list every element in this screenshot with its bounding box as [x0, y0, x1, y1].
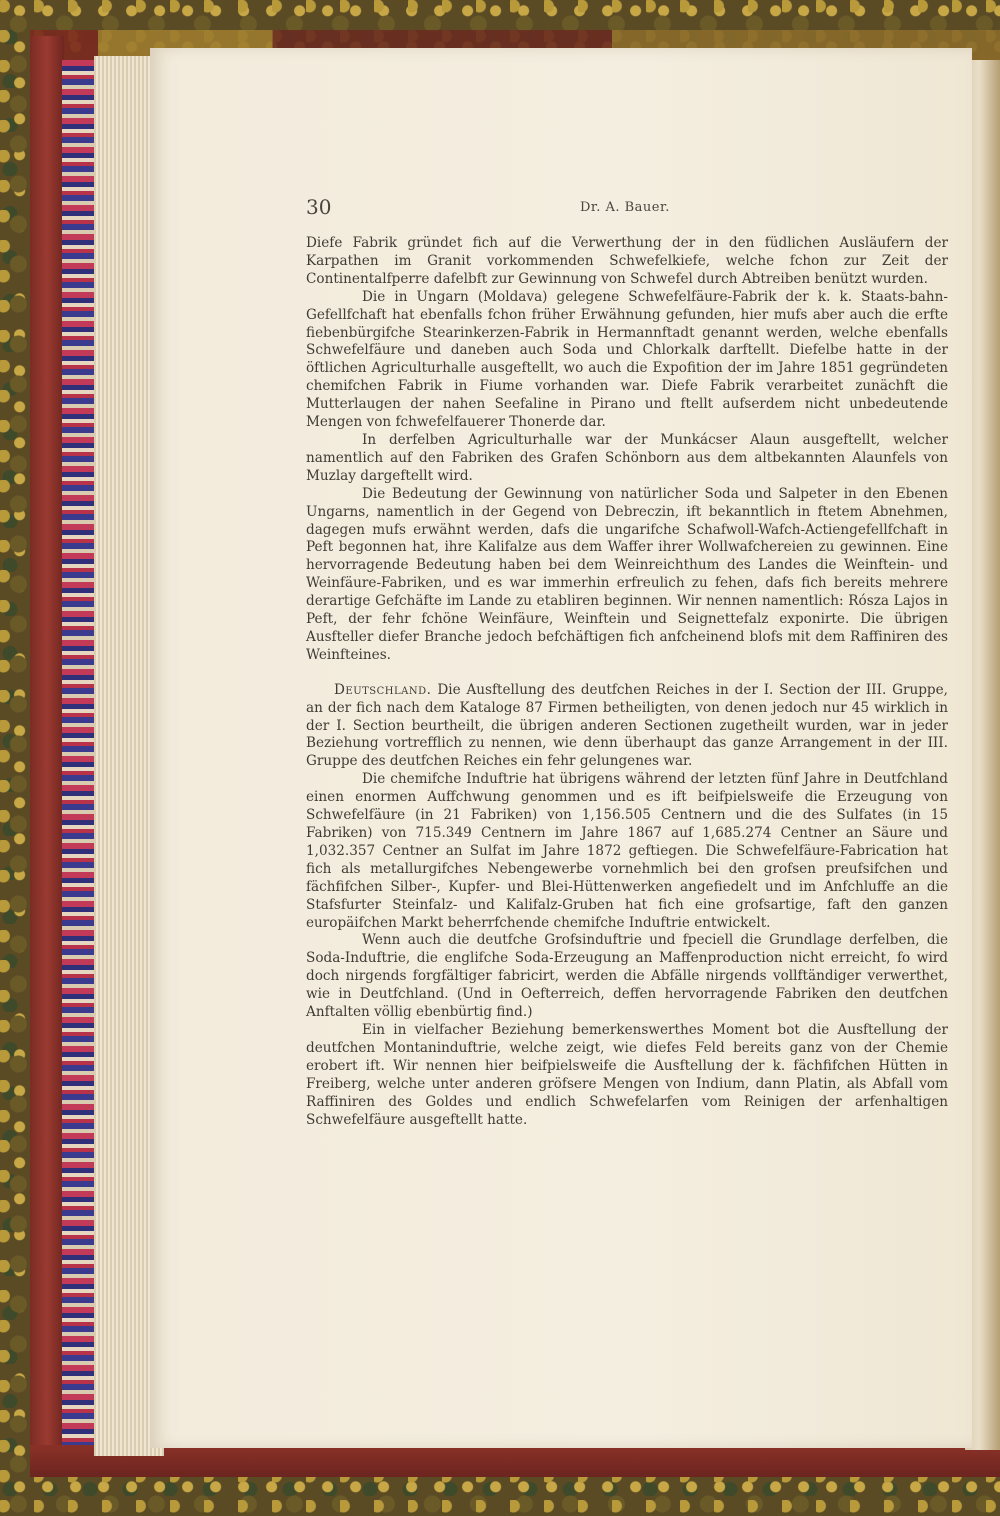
cloth-binding-bottom	[30, 1445, 1000, 1477]
section-heading: Deutschland.	[334, 681, 432, 698]
paragraph: Wenn auch die deutfche Grofsinduftrie und fpeciell die Grundlage derfelben, die Soda-Induftrie, die englifche Soda-Erzeugung an Maffenproduction nicht erreicht, fo wird doch nirgends forgfältiger fabricirt, werden die Abfälle nirgends vollftändiger verwerthet, wie in Deutfchland. (Und in Oefterreich, deffen hervorragende Fabriken den deutfchen Anftalten völlig ebenbürtig find.)	[306, 932, 948, 1021]
page-number: 30	[306, 195, 332, 219]
paragraph: Ein in vielfacher Beziehung bemerkenswerthes Moment bot die Ausftellung der deutfchen Montaninduftrie, welche zeigt, wie diefes Feld bereits ganz von der Chemie erobert ift. Wir nennen hier beifpielsweife die Ausftellung der k. fächfifchen Hütten in Freiberg, welche unter anderen gröfsere Mengen von Indium, dann Platin, als Abfall vom Raffiniren des Goldes und endlich Schwefelarfen vom Reinigen der arfenhaltigen Schwefelfäure ausgeftellt hatte.	[306, 1021, 948, 1128]
cloth-binding	[30, 36, 64, 1476]
section-text: Die Ausftellung des deutfchen Reiches in der I. Section der III. Gruppe, an der fich nach dem Kataloge 87 Firmen betheiligten, von denen jedoch nur 45 wirklich in der I. Section beurtheilt, die übrigen anderen Sectionen zugetheilt wurden, war in jeder Beziehung vortrefflich zu nennen, wie denn überhaupt das ganze Arrangement in der III. Gruppe des deutfchen Reiches ein fehr gelungenes war.	[306, 681, 948, 770]
paragraph: Die Bedeutung der Gewinnung von natürlicher Soda und Salpeter in den Ebenen Ungarns, namentlich in der Gegend von Debreczin, ift bekanntlich in ftetem Abnehmen, dagegen mufs erwähnt werden, dafs die ungarifche Schafwoll-Wafch-Actiengefellfchaft in Peft begonnen hat, ihre Kalifalze aus dem Waffer ihrer Wollwafchereien zu gewinnen. Eine hervorragende Bedeutung haben bei dem Weinreichthum des Landes die Weinftein- und Weinfäure-Fabriken, und es war immerhin erfreulich zu fehen, dafs fich bereits mehrere derartige Gefchäfte im Lande zu etabliren beginnen. Wir nennen namentlich: Rósza Lajos in Peft, der fehr fchöne Weinfäure, Weinftein und Seignettefalz exponirte. Die übrigen Ausfteller diefer Branche jedoch befchäftigen fich anfcheinend blofs mit dem Raffiniren des Weinfteines.	[306, 485, 948, 663]
marbled-endpaper	[62, 60, 94, 1450]
page-body	[306, 235, 948, 1129]
section-paragraph	[306, 682, 948, 772]
paragraph: Die in Ungarn (Moldava) gelegene Schwefelfäure-Fabrik der k. k. Staats-bahn-Gefellfchaft hat ebenfalls fchon früher Erwähnung gefunden, hier mufs aber auch die erfte fiebenbürgifche Stearinkerzen-Fabrik in Hermannftadt genannt werden, welche ebenfalls Schwefelfäure und daneben auch Soda und Chlorkalk darftellt. Diefelbe hatte in der öftlichen Agriculturhalle ausgeftellt, wo auch die Expofition der im Jahre 1851 gegründeten chemifchen Fabrik in Fiume vorhanden war. Diefe Fabrik verarbeitet zunächft die Mutterlaugen der nahen Seefaline in Pirano und ftellt aufserdem nicht unbedeutende Mengen von fchwefelfauerer Thonerde dar.	[306, 288, 948, 431]
paragraph: Diefe Fabrik gründet fich auf die Verwerthung der in den füdlichen Ausläufern der Karpathen im Granit vorkommenden Schwefelkiefe, welche fchon zur Zeit der Continentalfperre dafelbft zur Gewinnung von Schwefel durch Abtreiben benützt wurden.	[306, 235, 948, 287]
paragraph: In derfelben Agriculturhalle war der Munkácser Alaun ausgeftellt, welcher namentlich auf den Fabriken des Grafen Schönborn aus dem altbekannten Alaunfels von Muzlay dargeftellt wird.	[306, 431, 948, 484]
running-head: Dr. A. Bauer.	[580, 200, 670, 215]
paragraph: Die chemifche Induftrie hat übrigens während der letzten fünf Jahre in Deutfchland einen enormen Auffchwung genommen und es ift beifpielsweife die Erzeugung von Schwefelfäure (in 21 Fabriken) von 1,156.505 Centnern und die des Sulfates (in 15 Fabriken) von 715.349 Centnern im Jahre 1867 auf 1,685.274 Centner an Säure und 1,032.357 Centner an Sulfat im Jahre 1872 geftiegen. Die Schwefelfäure-Fabrication hat fich als metallurgifches Nebengewerbe vornehmlich bei den grofsen preufsifchen und fächfifchen Silber-, Kupfer- und Blei-Hüttenwerken angefiedelt und im Anfchluffe an die Stafsfurter Steinfalz- und Kalifalz-Gruben hat fich eine grofsartige, faft den ganzen europäifchen Markt beherrfchende chemifche Induftrie entwickelt.	[306, 771, 948, 931]
